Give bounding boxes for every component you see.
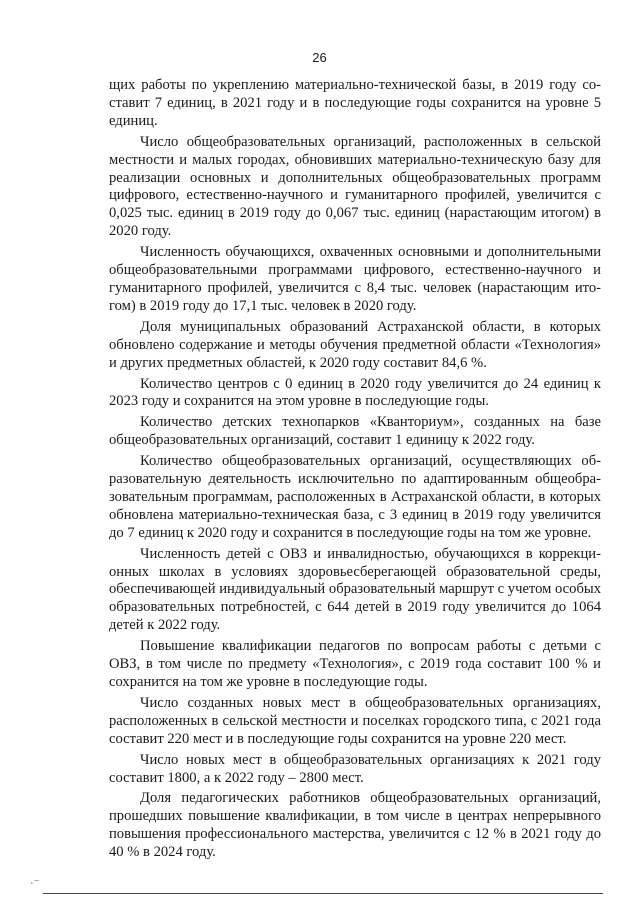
- paragraph: Доля педагогических работников общеобразовательных организаций, прошедших повышение квалификации, в том числе в центрах непрерывного повышения профессионального мастерства, увеличится с 12 % в 2021 году до 40 % в 2024 году.: [109, 790, 601, 861]
- scan-artifact-mark: ·⁻: [30, 877, 40, 889]
- paragraph: Количество центров с 0 единиц в 2020 году увеличится до 24 единиц к 2023 году и сохранится на этом уровне в последующие годы.: [109, 375, 601, 410]
- page-number: 26: [312, 50, 327, 65]
- paragraph: Численность детей с ОВЗ и инвалидностью, обучающихся в коррекционных школах в условиях здоровьесберегающей образовательной среды, обеспечивающей индивидуальный образовательный маршрут с учетом особых образовательных потребностей, с 644 детей в 2019 году увеличится до 1064 детей к 2022 году.: [109, 545, 601, 634]
- paragraph: Доля муниципальных образований Астраханской области, в которых обновлено содержание и методы обучения предметной области «Технология» и других предметных областей, к 2020 году составит 84,6 %.: [109, 318, 601, 371]
- paragraph-continuation: щих работы по укреплению материально-технической базы, в 2019 году составит 7 единиц, в 2021 году и в последующие годы сохранится на уровне 5 единиц.: [109, 77, 601, 129]
- document-body: [109, 77, 601, 862]
- paragraph: Количество детских технопарков «Кванториум», созданных на базе общеобразовательных организаций, составит 1 единицу к 2022 году.: [109, 414, 601, 449]
- paragraph: Количество общеобразовательных организаций, осуществляющих образовательную деятельность исключительно по адаптированным общеобразовательным программам, расположенных в Астраханской области, в которых обновлена материально-техническая база, с 3 единиц в 2019 году увеличится до 7 единиц к 2020 году и сохранится в последующие годы на том же уровне.: [109, 453, 601, 541]
- bottom-rule: [43, 893, 603, 894]
- paragraph: Число новых мест в общеобразовательных организациях к 2021 году составит 1800, а к 2022 году – 2800 мест.: [109, 751, 601, 786]
- paragraph: Число общеобразовательных организаций, расположенных в сельской местности и малых городах, обновивших материально-техническую базу для реализации основных и дополнительных общеобразовательных программ цифрового, естественно-научного и гуманитарного профилей, увеличится с 0,025 тыс. единиц в 2019 году до 0,067 тыс. единиц (нарастающим итогом) в 2020 году.: [109, 133, 601, 240]
- paragraph: Повышение квалификации педагогов по вопросам работы с детьми с ОВЗ, в том числе по предмету «Технология», с 2019 года составит 100 % и сохранится на том же уровне в последующие годы.: [109, 638, 601, 690]
- paragraph: Число созданных новых мест в общеобразовательных организациях, расположенных в сельской местности и поселках городского типа, с 2021 года составит 220 мест и в последующие годы сохранится на уровне 220 мест.: [109, 694, 601, 747]
- paragraph: Численность обучающихся, охваченных основными и дополнительными общеобразовательными программами цифрового, естественно-научного и гуманитарного профилей, увеличится с 8,4 тыс. человек (нарастающим итогом) в 2019 году до 17,1 тыс. человек в 2020 году.: [109, 244, 601, 314]
